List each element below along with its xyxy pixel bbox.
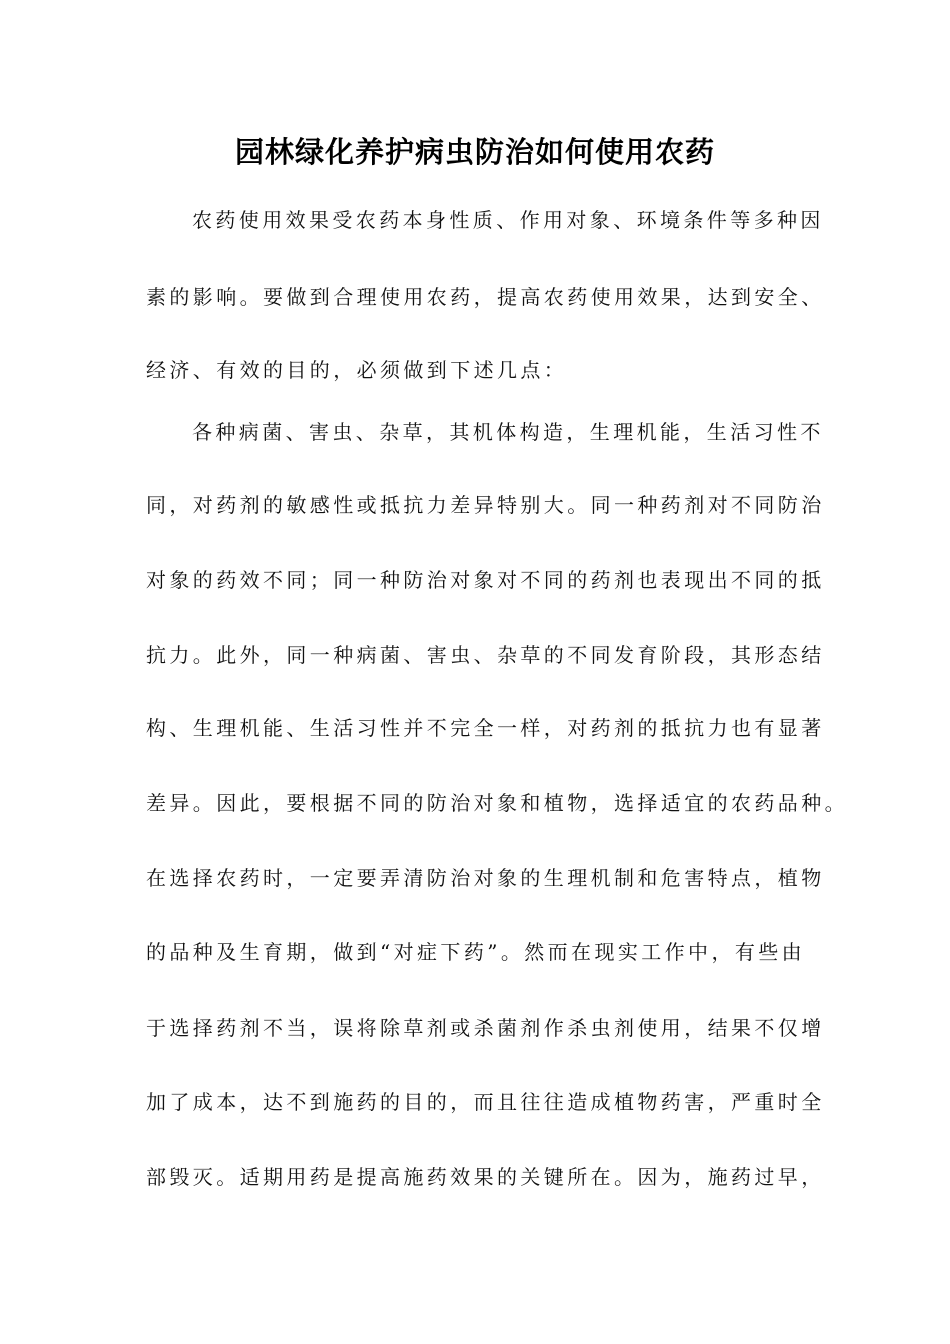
paragraph-line: 素的影响。要做到合理使用农药，提高农药使用效果，达到安全、 <box>146 285 825 309</box>
paragraph-line: 于选择药剂不当，误将除草剂或杀菌剂作杀虫剂使用，结果不仅增 <box>146 1016 825 1040</box>
paragraph-line: 差异。因此，要根据不同的防治对象和植物，选择适宜的农药品种。 <box>146 791 848 815</box>
paragraph-line: 抗力。此外，同一种病菌、害虫、杂草的不同发育阶段，其形态结 <box>146 643 825 667</box>
paragraph-line: 各种病菌、害虫、杂草，其机体构造，生理机能，生活习性不 <box>192 420 824 444</box>
paragraph-line: 构、生理机能、生活习性并不完全一样，对药剂的抵抗力也有显著 <box>146 716 825 740</box>
paragraph-line: 对象的药效不同；同一种防治对象对不同的药剂也表现出不同的抵 <box>146 568 825 592</box>
paragraph-line: 的品种及生育期，做到“对症下药”。然而在现实工作中，有些由 <box>146 940 806 964</box>
paragraph-line: 农药使用效果受农药本身性质、作用对象、环境条件等多种因 <box>192 208 824 232</box>
paragraph-line: 在选择农药时，一定要弄清防治对象的生理机制和危害特点，植物 <box>146 866 825 890</box>
paragraph-line: 经济、有效的目的，必须做到下述几点： <box>146 358 568 382</box>
paragraph-line: 同，对药剂的敏感性或抵抗力差异特别大。同一种药剂对不同防治 <box>146 493 825 517</box>
paragraph-line: 部毁灭。适期用药是提高施药效果的关键所在。因为，施药过早， <box>146 1165 825 1189</box>
paragraph-line: 加了成本，达不到施药的目的，而且往往造成植物药害，严重时全 <box>146 1090 825 1114</box>
document-title: 园林绿化养护病虫防治如何使用农药 <box>234 135 715 169</box>
